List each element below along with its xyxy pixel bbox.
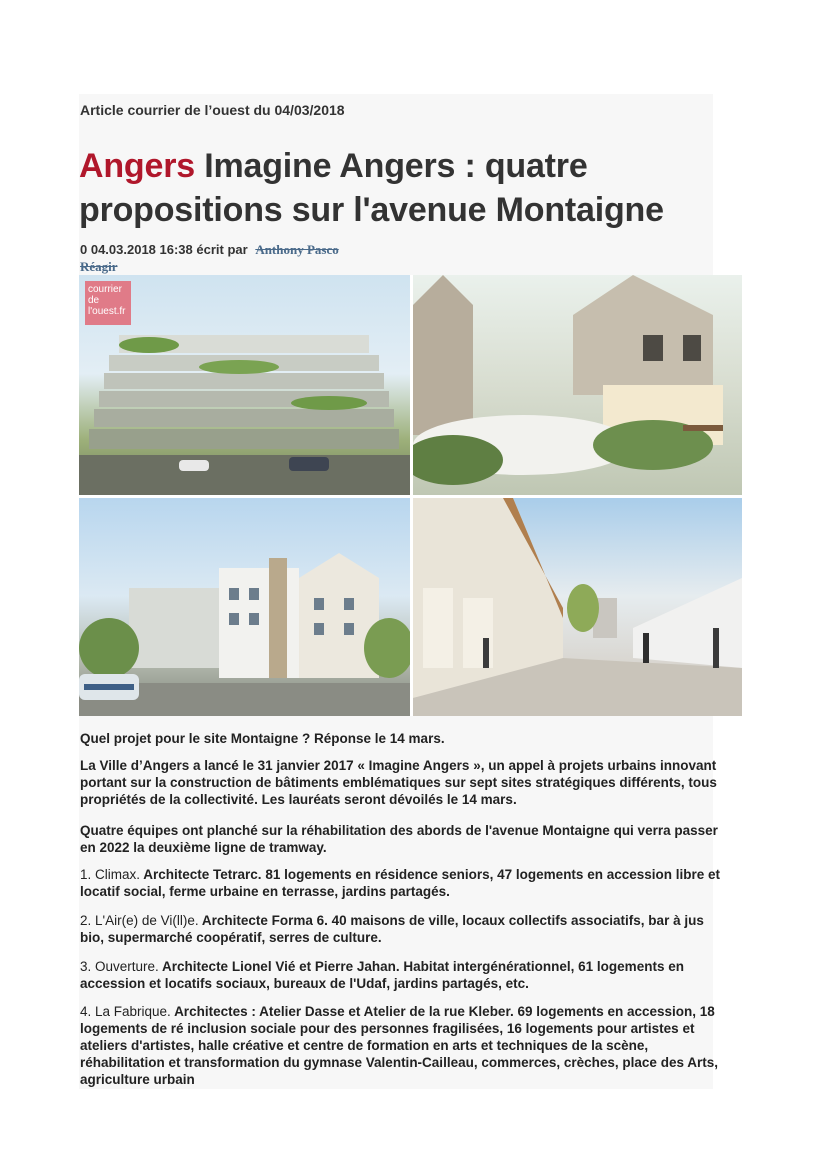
photo-climax (79, 275, 410, 495)
headline-title: Imagine Angers : quatre propositions sur l'avenue Montaigne (79, 147, 664, 229)
project-item-1 (80, 866, 720, 900)
project-item-2 (80, 912, 720, 946)
article-meta (80, 242, 339, 258)
source-line: Article courrier de l’ouest du 04/03/2018 (80, 102, 345, 118)
project-details: Architectes : Atelier Dasse et Atelier de la rue Kleber. 69 logements en accession, 18 logements de ré inclusion sociale pour des personnes fragilisées, 16 logements pour artistes et ateliers d'artistes, halle créative et centre de formation en arts et techniques de la scène, réhabilitation et transformation du gymnase Valentin-Cailleau, commerces, crèches, place des Arts, agriculture urbain (80, 1004, 718, 1087)
intro-paragraph: La Ville d’Angers a lancé le 31 janvier 2017 « Imagine Angers », un appel à projets urbains innovant portant sur la construction de bâtiments emblématiques sur sept sites stratégiques différents, tous propriétés de la collectivité. Les lauréats seront dévoilés le 14 mars. (80, 758, 717, 807)
photo-ouverture (79, 498, 410, 716)
photo-aire-de-ville (413, 275, 742, 495)
newspaper-logo: courrier de l'ouest.fr (85, 281, 131, 325)
photo-grid (79, 275, 742, 716)
project-name: 2. L'Air(e) de Vi(ll)e. (80, 913, 199, 928)
project-details: Architecte Tetrarc. 81 logements en résidence seniors, 47 logements en accession libre et locatif social, ferme urbaine en terrasse, jardins partagés. (80, 867, 721, 899)
headline (79, 144, 719, 232)
photo-fabrique-illustration (413, 498, 742, 716)
project-name: 3. Ouverture. (80, 959, 159, 974)
project-item-3 (80, 958, 720, 992)
photo-aire-illustration (413, 275, 742, 495)
headline-kicker[interactable]: Angers (79, 147, 195, 185)
project-name: 4. La Fabrique. (80, 1004, 171, 1019)
author-link[interactable]: Anthony Pasco (255, 242, 339, 257)
lead-paragraph: Quel projet pour le site Montaigne ? Réponse le 14 mars. (80, 731, 445, 746)
teams-paragraph: Quatre équipes ont planché sur la réhabilitation des abords de l'avenue Montaigne qui verra passer en 2022 la deuxième ligne de tramway. (80, 823, 718, 855)
date-info: 0 04.03.2018 16:38 écrit par (80, 242, 248, 257)
photo-la-fabrique (413, 498, 742, 716)
project-details: Architecte Lionel Vié et Pierre Jahan. Habitat intergénérationnel, 61 logements en accession et locatifs sociaux, bureaux de l'Udaf, jardins partagés, etc. (80, 959, 684, 991)
photo-ouverture-illustration (79, 498, 410, 716)
react-link[interactable]: Réagir (80, 259, 118, 274)
project-details: Architecte Forma 6. 40 maisons de ville, locaux collectifs associatifs, bar à jus bio, supermarché coopératif, serres de culture. (80, 913, 704, 945)
project-item-4 (80, 1003, 720, 1088)
project-name: 1. Climax. (80, 867, 141, 882)
